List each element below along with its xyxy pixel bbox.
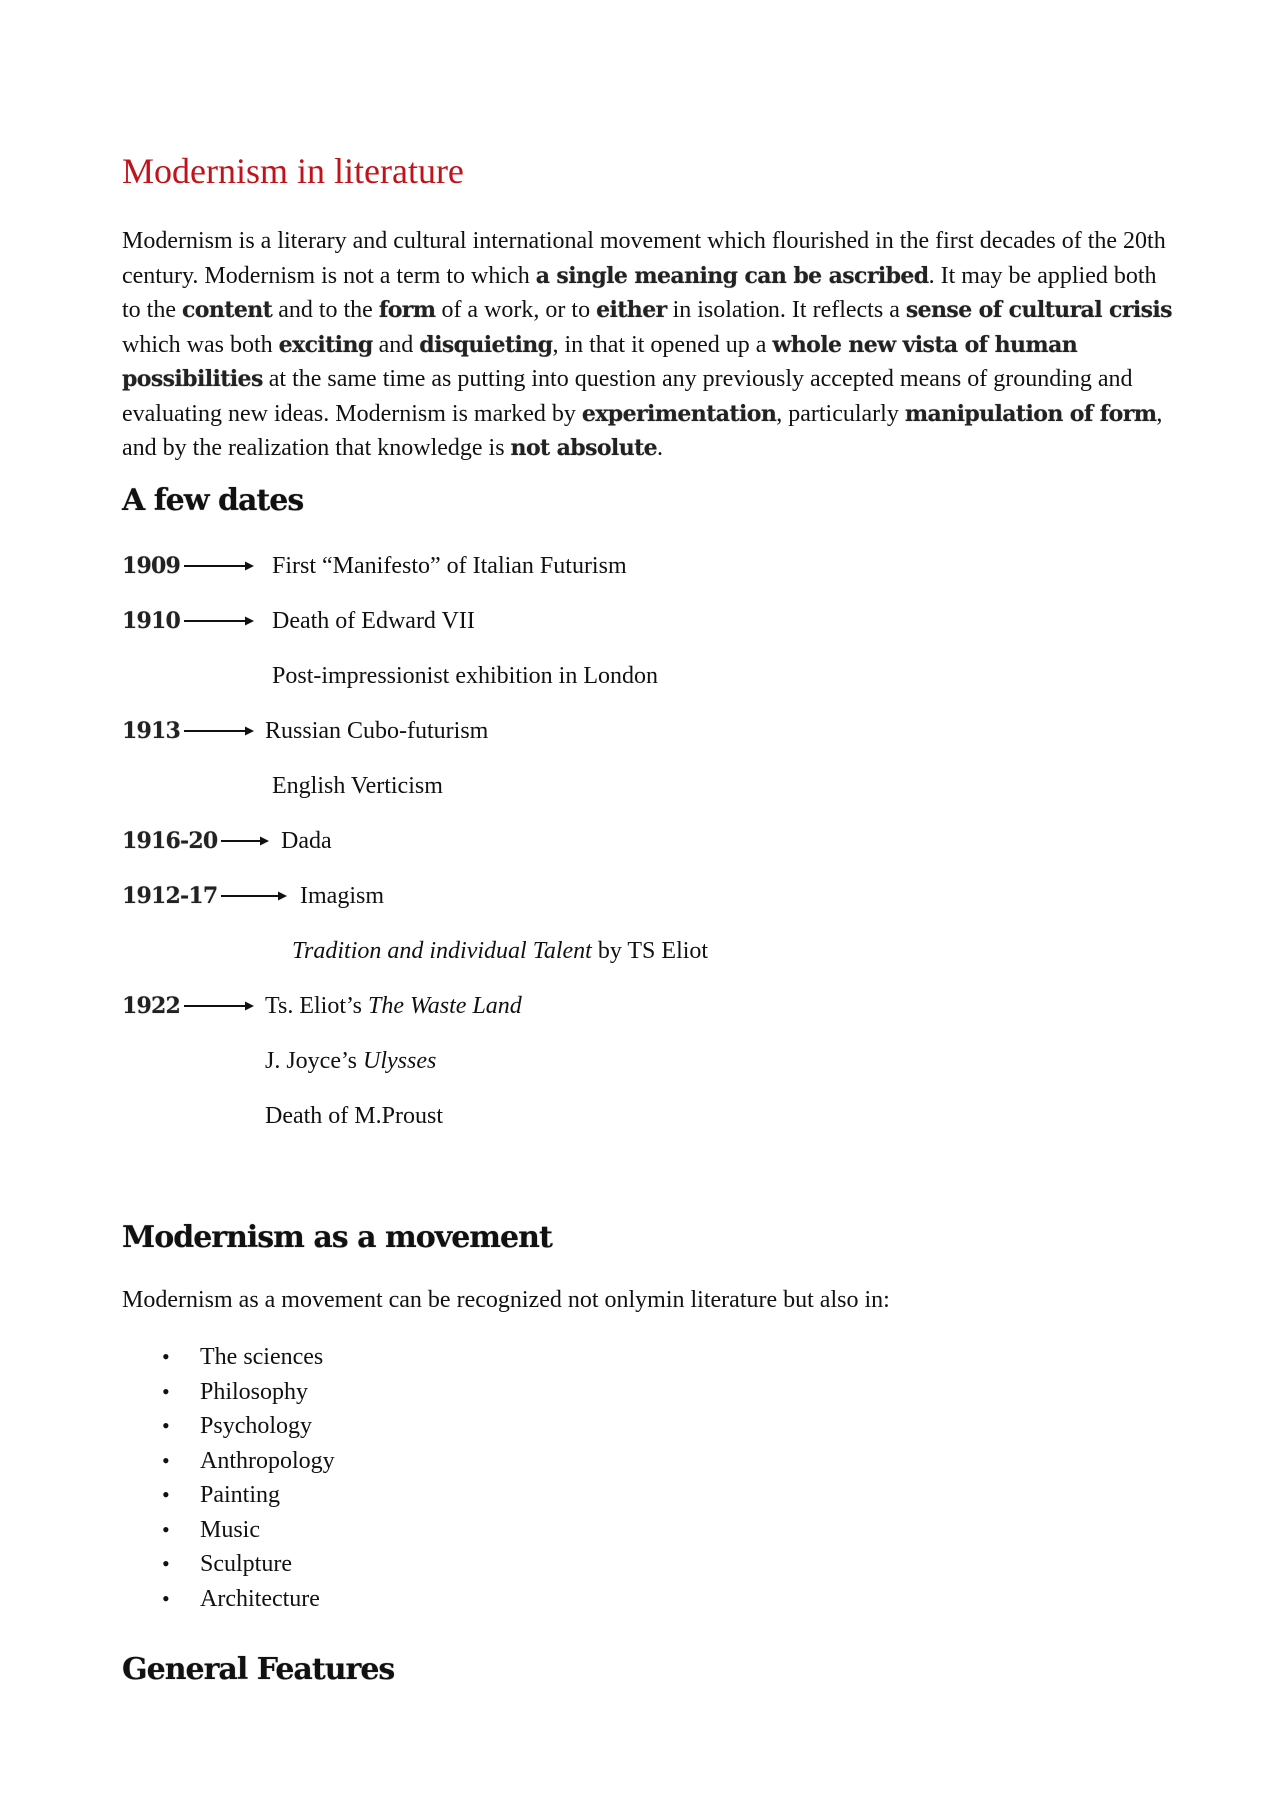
intro-highlight: whole new vista of human possibilities (122, 331, 1078, 392)
intro-text: , in that it opened up a (552, 331, 773, 358)
book-title: The Waste Land (368, 993, 522, 1019)
intro-highlight: disquieting (419, 331, 553, 358)
arrow-icon (184, 560, 254, 572)
timeline-event: Russian Cubo-futurism (265, 718, 489, 744)
timeline-year: 1916-20 (122, 828, 218, 854)
intro-highlight: exciting (278, 331, 373, 358)
intro-text: , particularly (776, 400, 905, 427)
intro-text: , and by the realization that knowledge is (122, 400, 1163, 461)
intro-text: in isolation. It reflects a (666, 297, 906, 323)
list-item-text: Music (200, 1516, 260, 1543)
intro-highlight: a single meaning can be ascribed (535, 262, 929, 289)
movement-intro: Modernism as a movement can be recognized not onlymin literature but also in: (122, 1287, 890, 1313)
arrow-icon (184, 1000, 254, 1012)
intro-text: . (657, 435, 664, 461)
arrow-icon (184, 725, 254, 737)
list-item-text: Anthropology (200, 1447, 335, 1474)
bullet-icon: • (162, 1516, 170, 1542)
timeline-year: 1913 (122, 718, 181, 744)
intro-text: at the same time as putting into question any previously accepted means of grounding and evaluating new ideas. Modernism is marked by (122, 366, 1133, 427)
timeline-event (265, 1048, 436, 1075)
intro-text: of a work, or to (435, 297, 597, 323)
list-item-text: Philosophy (200, 1378, 309, 1405)
list-item-text: Sculpture (200, 1551, 292, 1577)
list-item-text: Architecture (200, 1585, 320, 1612)
timeline-event (265, 993, 522, 1020)
bullet-icon: • (162, 1447, 170, 1473)
intro-highlight: form (378, 297, 436, 323)
list-item-text: Painting (200, 1482, 281, 1508)
movement-heading: Modernism as a movement (122, 1220, 552, 1255)
event-text: J. Joyce’s (265, 1048, 363, 1074)
timeline-event: Death of M.Proust (265, 1103, 443, 1129)
list-item-text: Psychology (200, 1413, 313, 1439)
bullet-icon: • (162, 1344, 170, 1369)
arrow-icon (184, 615, 254, 627)
timeline-year: 1912-17 (122, 883, 218, 909)
bullet-icon: • (162, 1482, 170, 1507)
intro-highlight: either (596, 297, 667, 323)
book-title: Ulysses (363, 1048, 437, 1074)
intro-highlight: sense of cultural crisis (905, 297, 1172, 323)
timeline-event: Dada (281, 828, 332, 854)
intro-highlight: manipulation of form (904, 400, 1157, 427)
bullet-icon: • (162, 1413, 170, 1438)
event-text: by TS Eliot (591, 938, 709, 964)
page-title: Modernism in literature (122, 151, 464, 191)
timeline-event: Imagism (300, 883, 384, 909)
bullet-icon: • (162, 1378, 170, 1404)
timeline-year: 1922 (122, 993, 181, 1019)
timeline-year: 1909 (122, 553, 181, 579)
bullet-icon: • (162, 1585, 170, 1611)
book-title: Tradition and individual Talent (292, 938, 592, 964)
bullet-icon: • (162, 1551, 170, 1576)
dates-heading: A few dates (122, 483, 304, 518)
intro-highlight: content (182, 297, 273, 323)
timeline-event: English Verticism (272, 773, 443, 799)
intro-text: and to the (272, 297, 379, 323)
timeline-year: 1910 (122, 608, 181, 634)
event-text: Ts. Eliot’s (265, 993, 368, 1019)
timeline-event: First “Manifesto” of Italian Futurism (272, 553, 627, 579)
intro-text: which was both (122, 331, 279, 358)
arrow-icon (221, 890, 287, 902)
intro-text: . It may be applied both to the (122, 262, 1157, 323)
intro-text: Modernism is a literary and cultural international movement which flourished in the first decades of the 20th century. Modernism is not a term to which (122, 228, 1166, 289)
intro-highlight: experimentation (581, 400, 777, 427)
intro-highlight: not absolute (510, 435, 658, 461)
timeline-event: Death of Edward VII (272, 608, 475, 634)
list-item-text: The sciences (200, 1344, 324, 1370)
intro-text: and (372, 331, 420, 358)
timeline-event: Post-impressionist exhibition in London (272, 663, 659, 689)
arrow-icon (221, 835, 269, 847)
features-heading: General Features (122, 1652, 395, 1687)
intro-paragraph (122, 224, 1172, 466)
timeline-event (292, 938, 708, 965)
